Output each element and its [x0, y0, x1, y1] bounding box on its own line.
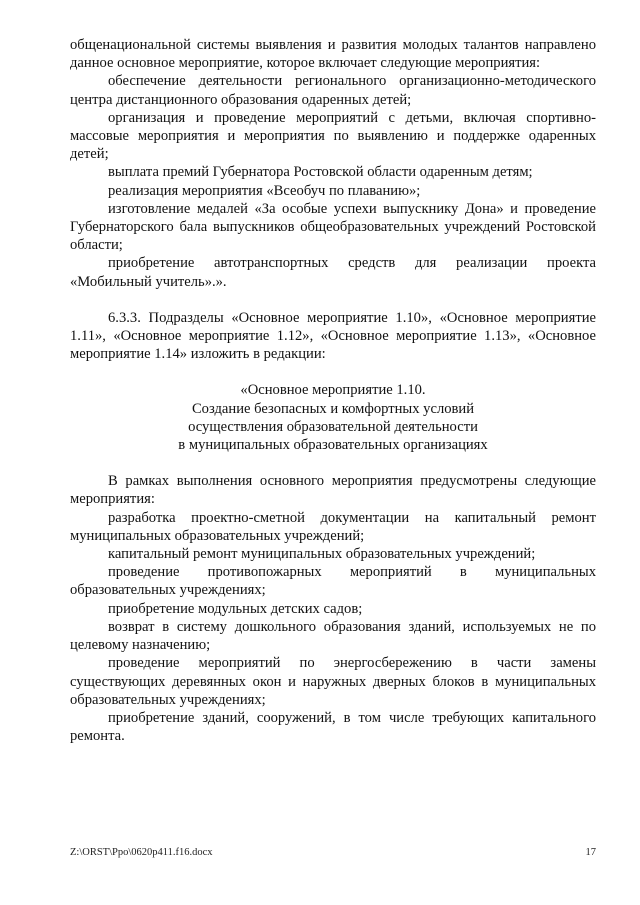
paragraph: В рамках выполнения основного мероприятия предусмотрены следующие мероприятия: [70, 473, 596, 508]
file-path: Z:\ORST\Ppo\0620p411.f16.docx [70, 847, 213, 858]
list-item: проведение противопожарных мероприятий в муниципальных образовательных учреждениях; [70, 564, 596, 599]
list-item: обеспечение деятельности регионального организационно-методического центра дистанционного образования одаренных детей; [70, 73, 596, 108]
document-page [70, 36, 596, 745]
section-title-line: осуществления образовательной деятельности [188, 418, 478, 435]
list-item: разработка проектно-сметной документации на капитальный ремонт муниципальных образовательных учреждений; [70, 509, 596, 544]
section-title-line: «Основное мероприятие 1.10. [240, 382, 426, 399]
list-item: изготовление медалей «За особые успехи выпускнику Дона» и проведение Губернаторского бала выпускников общеобразовательных учреждений Ростовской области; [70, 200, 596, 254]
section-title [70, 381, 596, 454]
list-item: приобретение модульных детских садов; [108, 600, 363, 617]
section-intro-paragraph: 6.3.3. Подразделы «Основное мероприятие 1.10», «Основное мероприятие 1.11», «Основное мероприятие 1.12», «Основное мероприятие 1.13», «Основное мероприятие 1.14» изложить в редакции: [70, 309, 596, 363]
section-title-line: Создание безопасных и комфортных условий [191, 400, 475, 417]
spacer [70, 454, 596, 472]
section-title-line: в муниципальных образовательных организациях [178, 437, 488, 454]
list-item: возврат в систему дошкольного образования зданий, используемых не по целевому назначению; [70, 618, 596, 654]
page-number: 17 [585, 847, 596, 858]
spacer [70, 291, 596, 309]
list-item: приобретение зданий, сооружений, в том числе требующих капитального ремонта. [70, 709, 596, 745]
list-item: реализация мероприятия «Всеобуч по плаванию»; [108, 182, 421, 199]
list-item: проведение мероприятий по энергосбережению в части замены существующих деревянных окон и наружных дверных блоков в муниципальных образовательных учреждениях; [70, 655, 596, 708]
paragraph-continuation: общенациональной системы выявления и развития молодых талантов направлено данное основное мероприятие, которое включает следующие мероприятия: [70, 37, 596, 72]
list-item: организация и проведение мероприятий с детьми, включая спортивно-массовые мероприятия и мероприятия по выявлению и поддержке одаренных детей; [70, 109, 596, 163]
list-item: капитальный ремонт муниципальных образовательных учреждений; [108, 546, 536, 563]
spacer [70, 363, 596, 381]
list-item: приобретение автотранспортных средств для реализации проекта «Мобильный учитель».». [70, 255, 596, 290]
list-item: выплата премий Губернатора Ростовской области одаренным детям; [108, 164, 533, 181]
